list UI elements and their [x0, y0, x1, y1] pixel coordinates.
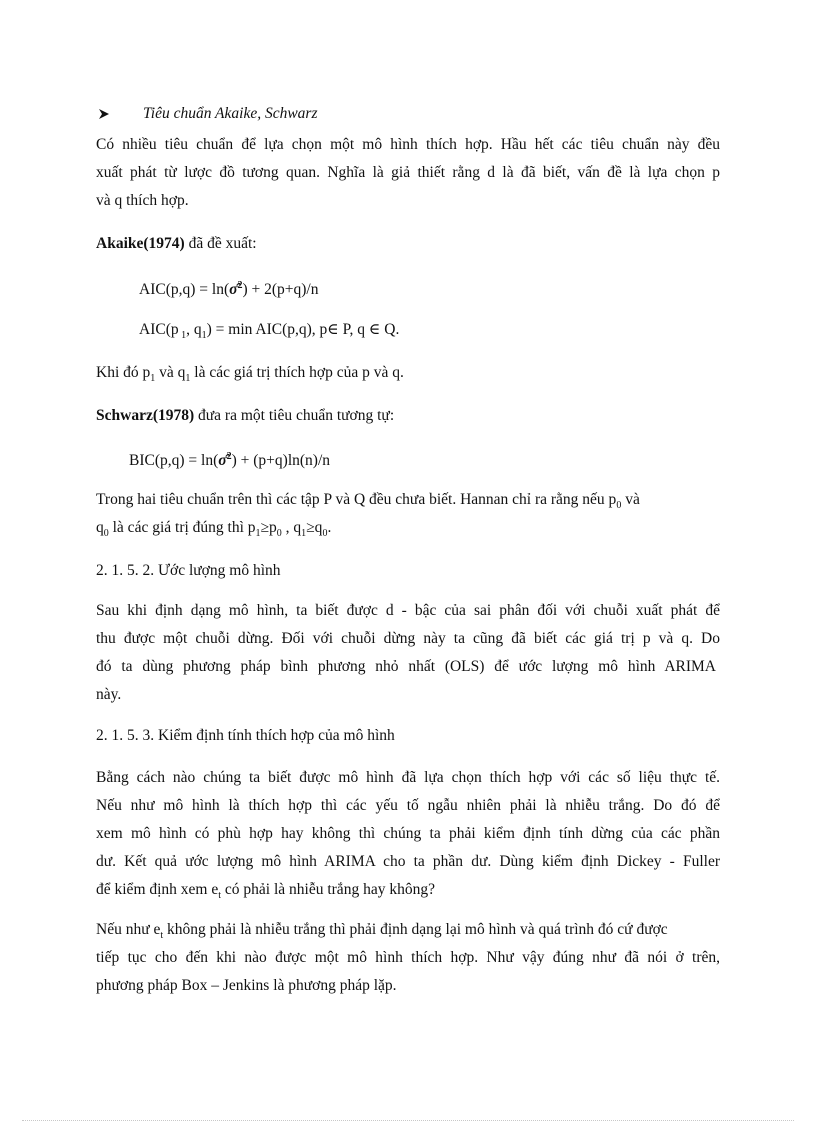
section1-line-3: đó ta dùng phương pháp bình phương nhỏ nhất (OLS) để ước lượng mô hình ARIMA: [96, 658, 716, 675]
aic-formula: [139, 276, 319, 300]
h2s4: 1: [301, 528, 307, 540]
h2d: , q: [281, 519, 302, 536]
s2-last-sub: t: [218, 890, 222, 902]
c1b: không phải là nhiễu trắng thì phải định dạng lại mô hình và quá trình đó cứ được: [163, 921, 668, 938]
hannan-line-1: [96, 490, 640, 510]
hannan-1b: và: [621, 491, 640, 508]
aic-min-a: AIC(p: [139, 321, 179, 338]
bic-left: BIC(p,q) = ln(: [129, 452, 219, 470]
note-a: Khi đó p: [96, 364, 151, 381]
schwarz-name: Schwarz(1978): [96, 407, 195, 424]
bic-exponent: 2: [226, 451, 232, 462]
h2f: .: [327, 519, 332, 536]
note-b: và q: [155, 364, 186, 381]
schwarz-rest: đưa ra một tiêu chuẩn tương tự:: [194, 407, 395, 424]
closing-line-1: [96, 920, 720, 940]
aic-min-formula: [139, 320, 399, 340]
sigma-hat-symbol-2: σ̂: [218, 452, 227, 470]
bic-right: ) + (p+q)ln(n)/n: [231, 452, 331, 470]
aic-formula-left: AIC(p,q) = ln(: [139, 281, 230, 299]
h2s3: 0: [276, 528, 282, 540]
aic-min-sub1: 1: [178, 330, 187, 342]
sigma-hat-symbol: σ̂: [229, 281, 238, 299]
hannan-line-2: [96, 518, 331, 538]
closing-line-2: tiếp tục cho đến khi nào được một mô hình thích hợp. Như vậy đúng như đã nói ở trên,: [96, 949, 720, 966]
intro-line-1: Có nhiều tiêu chuẩn để lựa chọn một mô hình thích hợp. Hầu hết các tiêu chuẩn này đều: [96, 136, 720, 153]
h2c: ≥p: [260, 519, 277, 536]
bic-formula: [129, 447, 330, 471]
akaike-intro: [96, 234, 257, 254]
h2b: là các giá trị đúng thì p: [108, 519, 256, 536]
page-bottom-divider: [22, 1120, 794, 1121]
akaike-name: Akaike(1974): [96, 235, 185, 252]
intro-line-2: xuất phát từ lược đồ tương quan. Nghĩa là giả thiết rằng d là đã biết, vấn đề là lựa chọn p: [96, 164, 720, 181]
section2-line-2: Nếu như mô hình là thích hợp thì các yếu tố ngẫu nhiên phải là nhiễu trắng. Do đó để: [96, 797, 720, 814]
h2s2: 1: [255, 528, 261, 540]
c1a: Nếu như e: [96, 921, 161, 938]
h2e: ≥q: [306, 519, 323, 536]
section2-line-4: dư. Kết quả ước lượng mô hình ARIMA cho ta phần dư. Dùng kiểm định Dickey - Fuller: [96, 853, 720, 870]
section-heading-estimation: 2. 1. 5. 2. Ước lượng mô hình: [96, 562, 281, 579]
aic-min-sub2: 1: [201, 330, 207, 342]
h2a: q: [96, 519, 104, 536]
section2-line-3: xem mô hình có phù hợp hay không thì chúng ta phải kiểm định tính dừng của các phần: [96, 825, 720, 842]
section1-line-4: này.: [96, 686, 122, 703]
hannan-1sub: 0: [616, 500, 622, 512]
akaike-note: [96, 363, 404, 383]
aic-min-b: , q: [186, 321, 202, 338]
heading-title: Tiêu chuẩn Akaike, Schwarz: [143, 105, 318, 122]
note-sub1: 1: [150, 373, 156, 385]
aic-exponent: 2: [237, 280, 243, 291]
aic-formula-right: ) + 2(p+q)/n: [242, 281, 319, 299]
arrowhead-bullet-icon: [97, 104, 111, 124]
intro-line-3: và q thích hợp.: [96, 192, 189, 209]
c1sub: t: [160, 930, 164, 942]
section1-line-2: thu được một chuỗi dừng. Đối với chuỗi dừng này ta cũng đã biết các giá trị p và q. Do: [96, 630, 720, 647]
closing-line-3: phương pháp Box – Jenkins là phương pháp lặp.: [96, 977, 397, 994]
section-heading-validation: 2. 1. 5. 3. Kiểm định tính thích hợp của mô hình: [96, 727, 395, 744]
section2-line-1: Bằng cách nào chúng ta biết được mô hình đã lựa chọn thích hợp với các số liệu thực tế.: [96, 769, 720, 786]
h2s5: 0: [322, 528, 328, 540]
section1-line-1: Sau khi định dạng mô hình, ta biết được d - bậc của sai phân đối với chuỗi xuất phát để: [96, 602, 720, 619]
s2-last-b: có phải là nhiễu trắng hay không?: [221, 881, 435, 898]
note-sub2: 1: [185, 373, 191, 385]
aic-min-c: ) = min AIC(p,q), p∈ P, q ∈ Q.: [206, 321, 400, 338]
h2s1: 0: [103, 528, 109, 540]
akaike-rest: đã đề xuất:: [184, 235, 257, 252]
section2-line-5: [96, 880, 435, 900]
note-c: là các giá trị thích hợp của p và q.: [190, 364, 404, 381]
hannan-1a: Trong hai tiêu chuẩn trên thì các tập P và Q đều chưa biết. Hannan chỉ ra rằng nếu p: [96, 491, 617, 508]
s2-last-a: để kiểm định xem e: [96, 881, 219, 898]
schwarz-intro: [96, 406, 394, 426]
